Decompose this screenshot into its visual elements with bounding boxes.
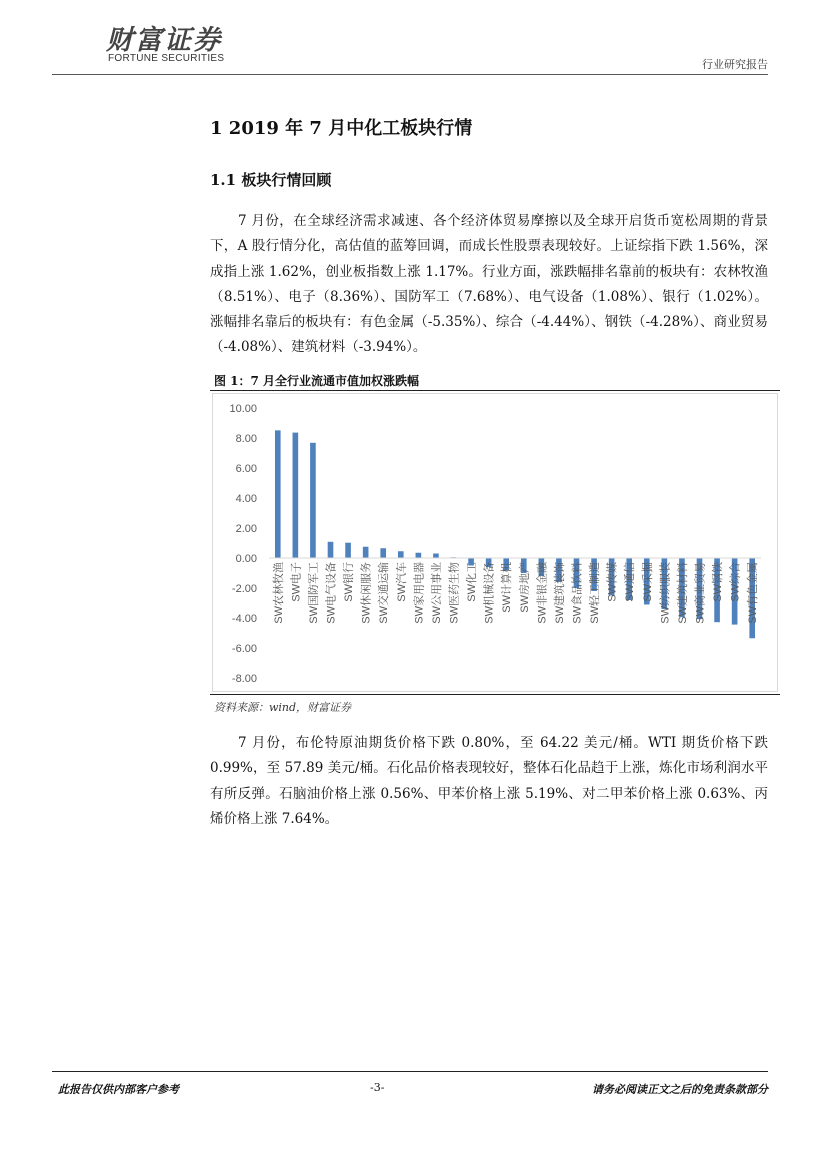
chart-bar [416,553,422,558]
section-heading: 1 2019 年 7 月中化工板块行情 [210,118,473,139]
x-category-label: SW化工 [466,562,479,602]
chart-bar [310,443,316,558]
y-tick-label: 8.00 [235,433,257,445]
x-category-label: SW农林牧渔 [272,562,285,624]
chart-bar [398,551,404,558]
chart-bar [380,548,386,558]
x-category-label: SW汽车 [395,562,408,602]
y-tick-label: -6.00 [231,643,257,655]
chart-bar [293,433,299,558]
x-category-label: SW电子 [290,562,303,602]
x-category-label: SW交通运输 [378,562,391,624]
x-category-label: SW轻工制造 [589,562,602,624]
y-tick-label: 6.00 [235,463,257,475]
x-category-label: SW采掘 [641,562,654,602]
x-category-label: SW公用事业 [430,562,443,624]
header-divider [52,74,768,75]
x-category-label: SW食品饮料 [571,562,584,624]
x-category-label: SW商业贸易 [694,562,707,624]
x-category-label: SW国防军工 [307,562,320,624]
y-tick-label: -8.00 [231,673,257,685]
chart-bar [345,543,351,558]
bar-chart [213,394,777,691]
footer-disclaimer-left: 此报告仅供内部客户参考 [58,1083,179,1096]
company-logo-cn: 财富证券 [106,25,222,56]
x-category-label: SW房地产 [518,562,531,613]
x-category-label: SW有色金属 [747,562,760,624]
y-tick-label: 2.00 [235,523,257,535]
figure-top-rule [210,390,780,391]
x-category-label: SW机械设备 [483,562,496,624]
paragraph-market-review [210,209,768,361]
y-tick-label: 10.00 [229,403,257,415]
report-type-label: 行业研究报告 [702,58,768,71]
x-category-label: SW建筑材料 [676,562,689,624]
chart-bar [328,542,334,558]
chart-bar [275,430,281,558]
x-category-label: SW家用电器 [413,562,426,624]
paragraph-market-review-text: 7 月份，在全球经济需求减速、各个经济体贸易摩擦以及全球开启货币宽松周期的背景下，A 股行情分化，高估值的蓝筹回调，而成长性股票表现较好。上证综指下跌 1.56%，深成指上涨 1.62%，创业板指数上涨 1.17%。行业方面，涨跌幅排名靠前的板块有：农林牧渔（8.51%）、电子（8.36%）、国防军工（7.68%）、电气设备（1.08%）、银行（1.02%）。涨幅排名靠后的板块有：有色金属（-5.35%）、综合（-4.44%）、钢铁（-4.28%）、商业贸易（-4.08%）、建筑材料（-3.94%）。 [210,213,768,356]
y-tick-label: 4.00 [235,493,257,505]
x-category-label: SW休闲服务 [360,562,373,624]
chart-bar [433,554,439,559]
x-category-label: SW计算机 [501,562,514,613]
chart-bar [363,547,369,558]
subsection-heading: 1.1 板块行情回顾 [210,171,332,189]
x-category-label: SW钢铁 [712,562,725,602]
y-tick-label: -4.00 [231,613,257,625]
footer-divider [52,1071,768,1072]
paragraph-oil-prices-text: 7 月份，布伦特原油期货价格下跌 0.80%，至 64.22 美元/桶。WTI 期货价格下跌 0.99%，至 57.89 美元/桶。石化品价格表现较好，整体石化品趋于上涨，炼化市场利润水平有所反弹。石脑油价格上涨 0.56%、甲苯价格上涨 5.19%、对二甲苯价格上涨 0.63%、丙烯价格上涨 7.64%。 [210,735,768,827]
x-category-label: SW银行 [343,562,356,602]
page-number: -3- [370,1081,385,1094]
figure-bottom-rule [210,694,780,695]
x-category-label: SW电气设备 [325,562,338,624]
x-category-label: SW通信 [624,562,637,602]
figure-source: 资料来源：wind，财富证券 [214,701,352,714]
x-category-label: SW传媒 [606,562,619,602]
x-category-label: SW医药生物 [448,562,461,624]
chart-frame [212,393,778,692]
x-category-label: SW纺织服装 [659,562,672,624]
footer-disclaimer-right: 请务必阅读正文之后的免责条款部分 [592,1083,768,1096]
x-category-label: SW建筑装饰 [553,562,566,624]
paragraph-oil-prices [210,731,768,832]
company-logo-en: FORTUNE SECURITIES [108,53,225,64]
x-category-label: SW综合 [729,562,742,602]
x-category-label: SW非银金融 [536,562,549,624]
figure-title: 图 1：7 月全行业流通市值加权涨跌幅 [214,374,420,388]
y-tick-label: -2.00 [231,583,257,595]
y-tick-label: 0.00 [235,553,257,565]
